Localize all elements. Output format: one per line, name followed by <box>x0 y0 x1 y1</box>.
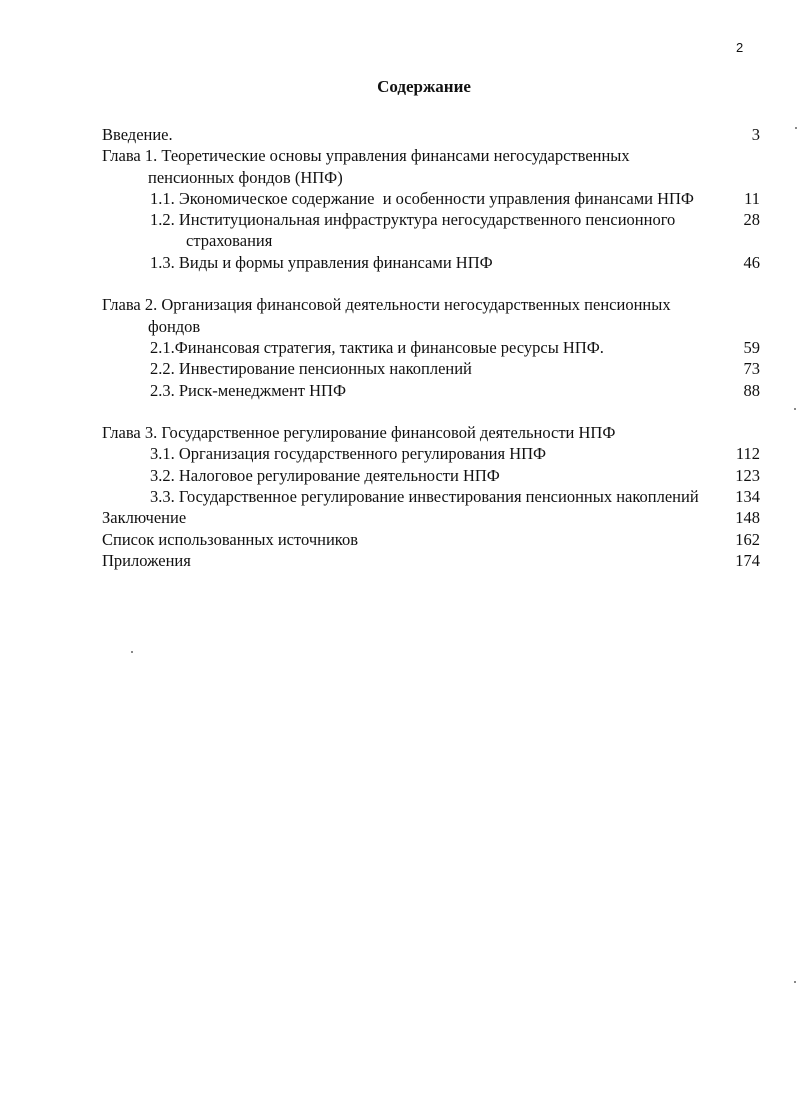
toc-section-1-3[interactable] <box>102 252 760 273</box>
toc-entry-page: 112 <box>735 444 760 464</box>
toc-entry-page: 174 <box>735 550 760 570</box>
toc-entry-page: 28 <box>743 210 760 230</box>
toc-entry-page: 148 <box>735 508 760 528</box>
toc-chapter-2[interactable] <box>102 294 760 337</box>
toc-entry-label: 1.2. Институциональная инфраструктура негосударственного пенсионного страхования <box>150 210 680 251</box>
toc-entry-label: 2.1.Финансовая стратегия, тактика и финансовые ресурсы НПФ. <box>150 337 604 357</box>
scan-speck <box>795 127 797 129</box>
toc-entry-page: 123 <box>735 465 760 485</box>
toc-entry-label: 2.3. Риск-менеджмент НПФ <box>150 380 347 400</box>
toc-entry-page: 59 <box>743 337 760 357</box>
page-title: Содержание <box>377 77 471 96</box>
toc-entry-label: 1.3. Виды и формы управления финансами НПФ <box>150 252 493 272</box>
toc-section-1-2[interactable] <box>102 209 760 252</box>
toc-entry-label: 3.3. Государственное регулирование инвестирования пенсионных накоплений <box>150 487 699 507</box>
toc-entry-label: Глава 3. Государственное регулирование финансовой деятельности НПФ <box>102 423 616 443</box>
toc-entry-label: Список использованных источников <box>102 529 358 549</box>
toc-entry-introduction[interactable] <box>102 124 760 145</box>
toc-entry-label: Глава 1. Теоретические основы управления финансами негосударственных пенсионных фондов (НПФ) <box>102 146 634 187</box>
toc-entry-page: 73 <box>743 359 760 379</box>
toc-entry-page: 3 <box>751 125 760 144</box>
spacer <box>102 401 760 422</box>
toc-entry-page: 88 <box>743 380 760 400</box>
scan-speck <box>131 651 133 653</box>
toc-entry-references[interactable] <box>102 529 760 550</box>
toc-entry-label: Заключение <box>102 508 187 528</box>
toc-entry-label: 2.2. Инвестирование пенсионных накоплений <box>150 359 472 379</box>
toc-section-2-3[interactable] <box>102 380 760 401</box>
table-of-contents <box>102 124 760 571</box>
toc-entry-page: 11 <box>744 188 760 208</box>
toc-entry-label: Введение. <box>102 125 173 144</box>
toc-entry-page: 134 <box>735 487 760 507</box>
toc-entry-appendices[interactable] <box>102 550 760 571</box>
toc-entry-conclusion[interactable] <box>102 507 760 528</box>
toc-entry-label: Приложения <box>102 550 191 570</box>
toc-section-1-1[interactable] <box>102 188 760 209</box>
toc-entry-page: 162 <box>735 529 760 549</box>
spacer <box>102 273 760 294</box>
toc-entry-label: 3.1. Организация государственного регулирования НПФ <box>150 444 547 464</box>
toc-chapter-3[interactable] <box>102 422 760 443</box>
toc-entry-label: 3.2. Налоговое регулирование деятельности НПФ <box>150 465 500 485</box>
scan-speck <box>794 408 796 410</box>
toc-section-3-3[interactable] <box>102 486 760 507</box>
toc-chapter-1[interactable] <box>102 145 760 188</box>
toc-section-3-1[interactable] <box>102 443 760 464</box>
page-number: 2 <box>736 40 744 55</box>
toc-entry-page: 46 <box>743 252 760 272</box>
scan-speck <box>794 981 796 983</box>
toc-section-2-2[interactable] <box>102 358 760 379</box>
toc-section-2-1[interactable] <box>102 337 760 358</box>
toc-section-3-2[interactable] <box>102 465 760 486</box>
toc-entry-label: 1.1. Экономическое содержание и особенности управления финансами НПФ <box>150 188 694 208</box>
toc-entry-label: Глава 2. Организация финансовой деятельности негосударственных пенсионных фондов <box>102 295 675 336</box>
